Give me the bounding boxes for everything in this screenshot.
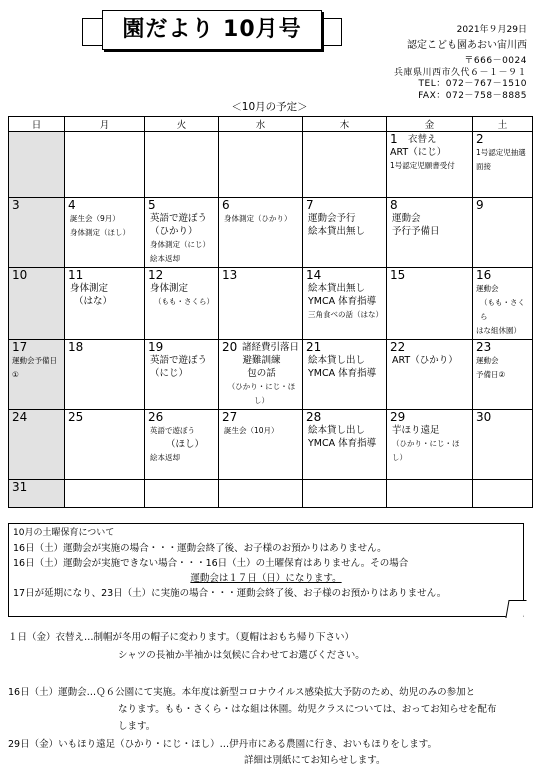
calendar-day-cell: [387, 480, 473, 508]
calendar-day-cell: [219, 410, 303, 480]
weekday-fri: 金: [387, 117, 473, 132]
calendar-day-cell: [387, 410, 473, 480]
paragraph-koromogae-cont: シャツの長袖か半袖かは気候に合わせてお選びください。: [118, 650, 365, 661]
calendar-event: （はな）: [74, 296, 113, 307]
day-number: 18: [68, 340, 84, 354]
calendar-day-cell: [219, 480, 303, 508]
calendar-event: 英語で遊ぼう: [150, 426, 195, 435]
day-number: 9: [476, 198, 484, 212]
day-number: 4: [68, 198, 76, 212]
schedule-title: ＜10月の予定＞: [231, 101, 308, 113]
calendar-day-cell: [9, 198, 65, 268]
calendar-week-row: [9, 410, 533, 480]
calendar-event: 面接: [476, 162, 491, 171]
day-number: 20: [222, 340, 238, 354]
calendar-week-row: [9, 480, 533, 508]
calendar-day-cell: [145, 198, 219, 268]
weekday-sun: 日: [9, 117, 65, 132]
day-number: 11: [68, 268, 84, 282]
calendar-day-cell: [145, 132, 219, 198]
calendar-event: 身体測定（ほし）: [70, 228, 130, 237]
day-number: 24: [12, 410, 28, 424]
title-banner: [102, 10, 322, 50]
fax-number: FAX：072－758－8885: [418, 90, 527, 101]
paragraph-sports-day: 16日（土）運動会…Ｑ６公園にて実施。本年度は新型コロナウイルス感染拡大予防のため、幼児のみの参加と: [8, 687, 476, 698]
calendar-day-cell: [9, 340, 65, 410]
day-number: 2: [476, 132, 484, 146]
calendar-event: 誕生会（10月）: [224, 426, 279, 435]
calendar-day-cell: [303, 268, 387, 340]
calendar-event: ①: [12, 370, 19, 379]
calendar-event: 絵本返却: [150, 453, 180, 462]
calendar-day-cell: [65, 268, 145, 340]
school-address: [394, 56, 527, 102]
day-number: 6: [222, 198, 230, 212]
calendar-event: 身体測定: [150, 283, 189, 294]
calendar-day-cell: [145, 340, 219, 410]
calendar-day-cell: [473, 410, 533, 480]
calendar-day-cell: [65, 198, 145, 268]
note-line: 16日（土）運動会が実施できない場合・・・16日（土）の土曜保育はありません。その場合: [13, 558, 409, 569]
calendar-week-row: [9, 132, 533, 198]
calendar-event: ART（ひかり）: [392, 355, 458, 366]
page-curl-corner: [505, 600, 526, 618]
day-number: 19: [148, 340, 164, 354]
calendar-day-cell: [303, 132, 387, 198]
calendar-event: 運動会予備日: [12, 356, 57, 365]
calendar-event: YMCA 体育指導: [308, 296, 377, 307]
calendar-event: 運動会: [476, 284, 499, 293]
calendar-day-cell: [303, 340, 387, 410]
calendar-day-cell: [387, 132, 473, 198]
calendar-event: 1号認定児抽選: [476, 148, 526, 157]
note-line: 16日（土）運動会が実施の場合・・・運動会終了後、お子様のお預かりはありません。: [13, 543, 387, 554]
day-number: 26: [148, 410, 164, 424]
calendar-event: 1号認定児願書受付: [390, 161, 455, 170]
note-line: 17日が延期になり、23日（土）に実施の場合・・・運動会終了後、お子様のお預かりはありません。: [13, 588, 447, 599]
calendar-day-cell: [387, 198, 473, 268]
calendar-event: 絵本貸出無し: [308, 283, 366, 294]
calendar-day-cell: [473, 340, 533, 410]
calendar-week-row: [9, 198, 533, 268]
calendar-day-cell: [9, 268, 65, 340]
calendar-event: 衣替え: [408, 134, 437, 145]
weekday-tue: 火: [145, 117, 219, 132]
day-number: 1: [390, 132, 398, 146]
calendar-event: 絵本貸出無し: [308, 226, 366, 237]
calendar-event: 運動会: [476, 356, 499, 365]
day-number: 28: [306, 410, 322, 424]
saturday-care-note: [8, 523, 524, 617]
issue-date: 2021年９月29日: [456, 25, 527, 35]
calendar-week-row: [9, 340, 533, 410]
calendar-day-cell: [219, 268, 303, 340]
calendar-event: （もも・さくら: [480, 298, 525, 321]
calendar-event: （ほし）: [166, 439, 205, 450]
calendar-day-cell: [303, 480, 387, 508]
calendar-day-cell: [473, 268, 533, 340]
day-number: 15: [390, 268, 406, 282]
calendar-day-cell: [65, 480, 145, 508]
calendar-day-cell: [387, 340, 473, 410]
calendar-event: 身体測定（にじ）: [150, 240, 210, 249]
calendar-day-cell: [145, 410, 219, 480]
calendar-day-cell: [219, 132, 303, 198]
calendar-day-cell: [9, 132, 65, 198]
calendar-event: 身体測定: [70, 283, 109, 294]
calendar-day-cell: [219, 198, 303, 268]
paragraph-sports-day-cont: なります。もも・さくら・はな組は休園。幼児クラスについては、おってお知らせを配布: [118, 704, 497, 715]
postal-code: 〒666－0024: [464, 56, 527, 66]
calendar-event: 絵本貸し出し: [308, 425, 366, 436]
note-line-underlined: 運動会は１７日（日）になります。: [190, 573, 342, 584]
day-number: 8: [390, 198, 398, 212]
day-number: 12: [148, 268, 164, 282]
weekday-sat: 土: [473, 117, 533, 132]
calendar-event: 避難訓練: [242, 355, 281, 366]
calendar-event: 絵本貸し出し: [308, 355, 366, 366]
paragraph-imohori-cont: 詳細は別紙にてお知らせします。: [244, 755, 386, 766]
calendar-event: はな組休園）: [476, 326, 521, 335]
calendar-event: YMCA 体育指導: [308, 438, 377, 449]
newsletter-title: 園だより 10月号: [122, 17, 302, 42]
calendar-day-cell: [473, 132, 533, 198]
calendar-event: 運動会予行: [308, 213, 356, 224]
calendar-day-cell: [65, 410, 145, 480]
calendar-day-cell: [387, 268, 473, 340]
day-number: 21: [306, 340, 322, 354]
calendar-week-row: [9, 268, 533, 340]
day-number: 7: [306, 198, 314, 212]
day-number: 5: [148, 198, 156, 212]
calendar-event: 英語で遊ぼう: [150, 355, 208, 366]
calendar-day-cell: [65, 132, 145, 198]
calendar-table: [8, 116, 533, 508]
day-number: 23: [476, 340, 492, 354]
calendar-event: 諸経費引落日: [242, 342, 300, 353]
day-number: 29: [390, 410, 406, 424]
weekday-header-row: [9, 117, 533, 132]
calendar-event: 誕生会（9月）: [70, 214, 120, 223]
day-number: 16: [476, 268, 492, 282]
calendar-day-cell: [219, 340, 303, 410]
calendar-event: 三角食べの話（はな）: [308, 310, 383, 319]
day-number: 17: [12, 340, 28, 354]
calendar-event: 絵本返却: [150, 254, 180, 263]
day-number: 27: [222, 410, 238, 424]
street-address: 兵庫県川西市久代６－１－９１: [393, 67, 527, 78]
paragraph-sports-day-cont2: します。: [118, 721, 156, 732]
day-number: 25: [68, 410, 84, 424]
day-number: 30: [476, 410, 492, 424]
day-number: 13: [222, 268, 238, 282]
calendar-event: ART（にじ）: [390, 147, 447, 158]
day-number: 22: [390, 340, 406, 354]
note-title: 10月の土曜保育について: [13, 528, 115, 538]
calendar-event: 英語で遊ぼう: [150, 213, 208, 224]
weekday-thu: 木: [303, 117, 387, 132]
calendar-day-cell: [9, 410, 65, 480]
calendar-event: （ひかり）: [150, 226, 198, 237]
calendar-day-cell: [473, 480, 533, 508]
calendar-event: （ひかり・にじ・ほし）: [392, 439, 460, 462]
phone-number: TEL：072－767－1510: [418, 79, 527, 89]
calendar-event: 包の話: [247, 368, 276, 379]
calendar-event: （にじ）: [150, 368, 189, 379]
calendar-day-cell: [303, 198, 387, 268]
calendar-day-cell: [145, 480, 219, 508]
calendar-event: 芋ほり遠足: [392, 425, 440, 436]
weekday-mon: 月: [65, 117, 145, 132]
day-number: 31: [12, 480, 28, 494]
paragraph-koromogae: １日（金）衣替え…制帽が冬用の帽子に変わります。（夏帽はおもち帰り下さい）: [8, 632, 354, 643]
school-name: 認定こども園あおい宙川西: [407, 40, 527, 51]
calendar-event: 身体測定（ひかり）: [224, 214, 292, 223]
paragraph-imohori: 29日（金）いもほり遠足（ひかり・にじ・ほし）…伊丹市にある農園に行き、おいもほりをします。: [8, 739, 437, 750]
calendar-day-cell: [9, 480, 65, 508]
day-number: 3: [12, 198, 20, 212]
weekday-wed: 水: [219, 117, 303, 132]
calendar-event: YMCA 体育指導: [308, 368, 377, 379]
calendar-day-cell: [303, 410, 387, 480]
calendar-day-cell: [65, 340, 145, 410]
calendar-event: 予行予備日: [392, 226, 440, 237]
calendar-day-cell: [473, 198, 533, 268]
calendar-day-cell: [145, 268, 219, 340]
day-number: 14: [306, 268, 322, 282]
calendar-event: 予備日②: [476, 370, 506, 379]
calendar-event: （ひかり・にじ・ほし）: [227, 382, 296, 405]
day-number: 10: [12, 268, 28, 282]
calendar-event: 運動会: [392, 213, 421, 224]
calendar-event: （もも・さくら）: [154, 297, 214, 306]
